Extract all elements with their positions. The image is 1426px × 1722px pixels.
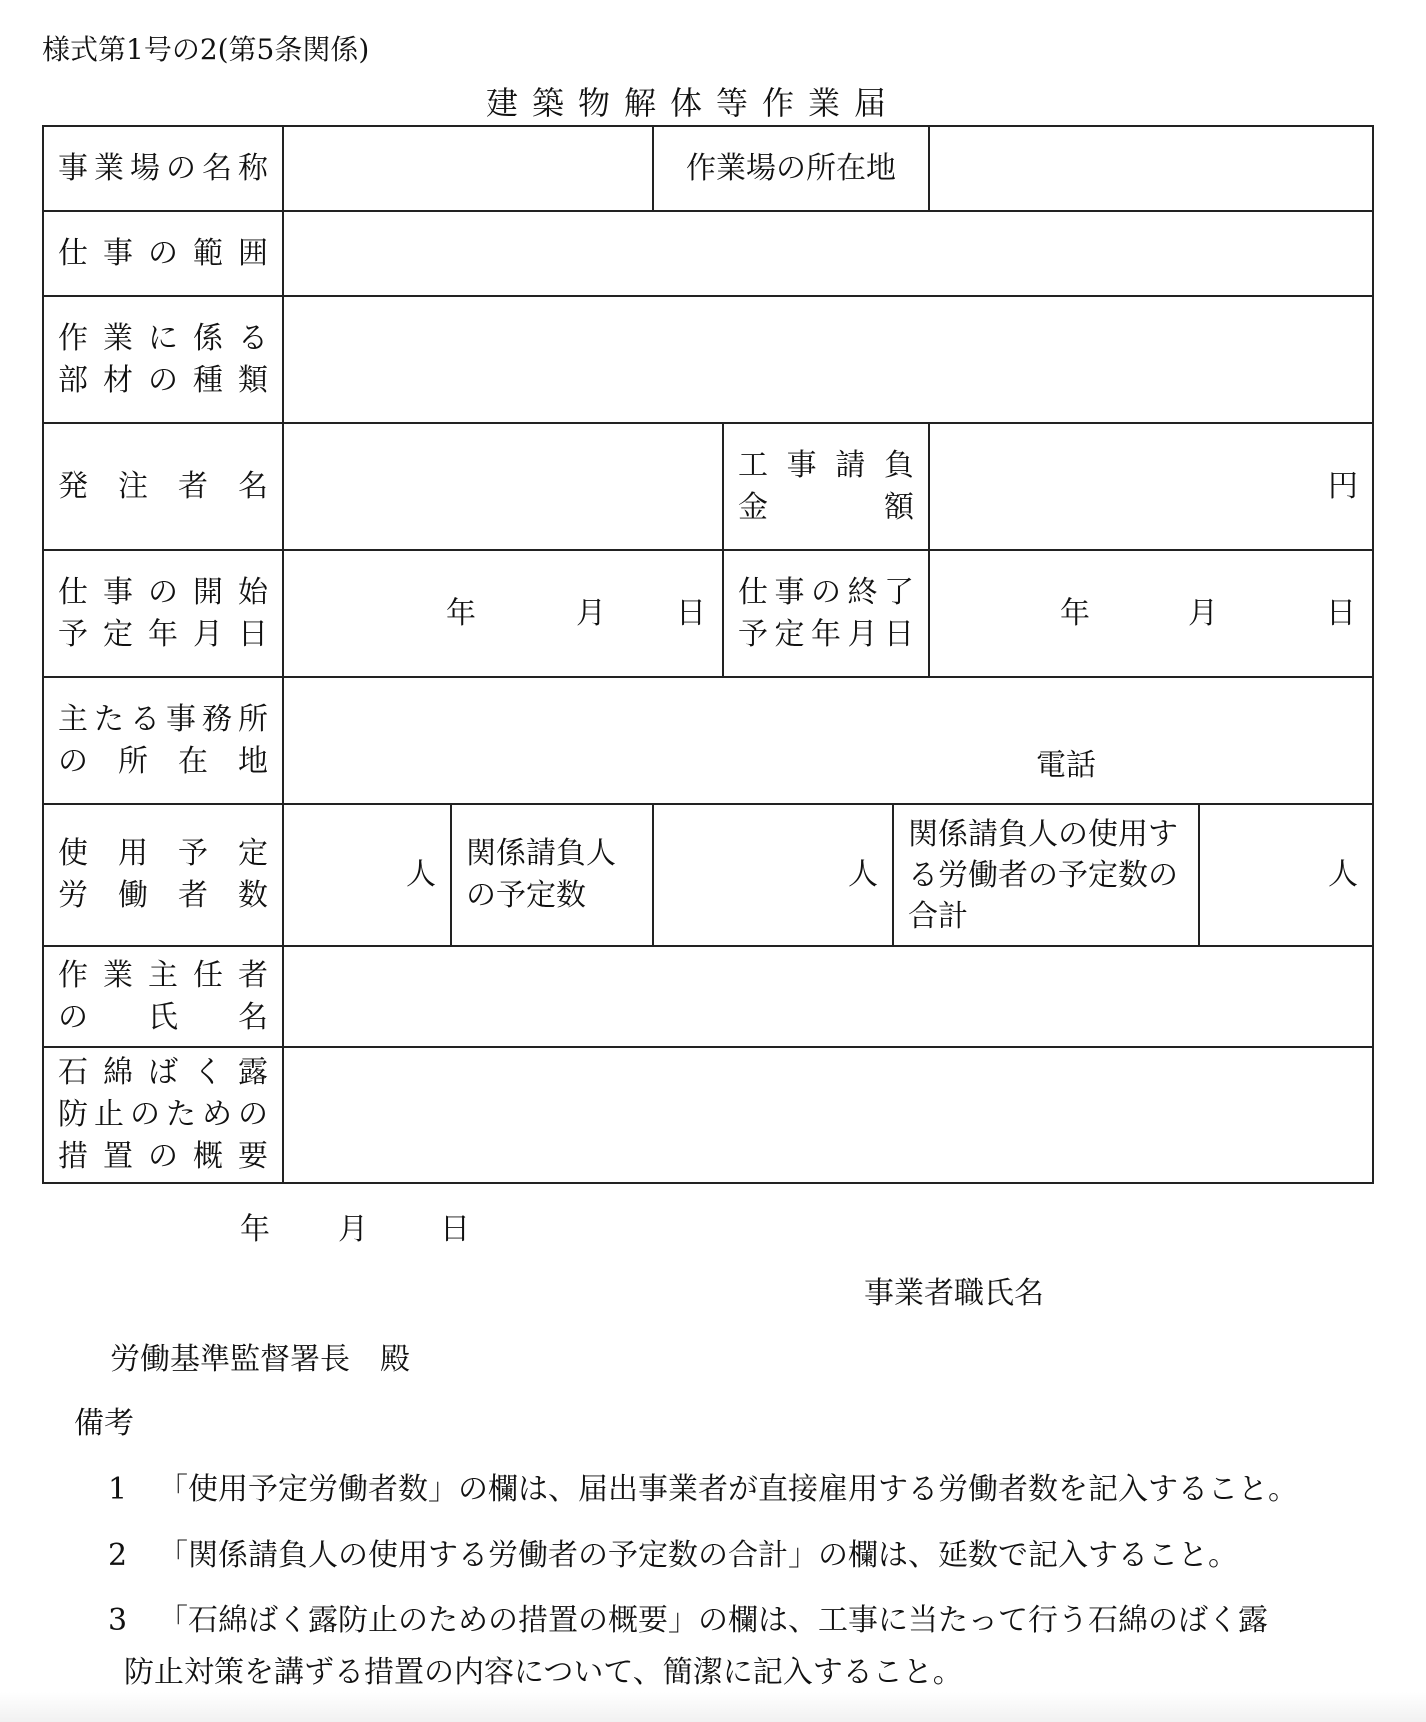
end-date-label: 仕事の終了 予定年月日	[723, 550, 929, 677]
row-scope	[43, 211, 1373, 296]
materials-field[interactable]	[283, 296, 1373, 423]
work-scope-label: 仕事の範囲	[43, 211, 283, 296]
page-bottom-edge	[0, 1692, 1426, 1722]
site-location-label: 作業場の所在地	[653, 126, 929, 211]
employer-name-label: 事業者職氏名	[864, 1276, 1044, 1311]
asbestos-measures-field[interactable]	[283, 1047, 1373, 1183]
persons-unit: 人	[848, 857, 878, 892]
site-location-field[interactable]	[929, 126, 1373, 211]
note-item: 3 「石綿ばく露防止のための措置の概要」の欄は、工事に当たって行う石綿のばく露	[108, 1603, 1268, 1638]
orderer-label: 発注者名	[43, 423, 283, 550]
notes-title: 備考	[74, 1406, 134, 1441]
footer-month: 月	[338, 1212, 368, 1247]
row-materials	[43, 296, 1373, 423]
planned-workers-label: 使用予定 労働者数	[43, 804, 283, 946]
row-office	[43, 677, 1373, 804]
phone-label: 電話	[1036, 748, 1097, 783]
contract-amount-field[interactable]	[929, 423, 1373, 550]
footer-day: 日	[440, 1212, 470, 1247]
end-day: 日	[1326, 595, 1357, 631]
row-dates	[43, 550, 1373, 677]
site-name-label: 事業場の名称	[43, 126, 283, 211]
site-name-field[interactable]	[283, 126, 653, 211]
end-year: 年	[1060, 595, 1091, 631]
end-month: 月	[1188, 595, 1219, 631]
contract-amount-label: 工事請負 金額	[723, 423, 929, 550]
materials-label: 作業に係る 部材の種類	[43, 296, 283, 423]
start-date-label: 仕事の開始 予定年月日	[43, 550, 283, 677]
start-day: 日	[676, 595, 706, 631]
footer-year: 年	[240, 1212, 270, 1247]
work-chief-field[interactable]	[283, 946, 1373, 1047]
notification-form-table	[42, 125, 1374, 1184]
office-location-label: 主たる事務所 の所在地	[43, 677, 283, 804]
asbestos-measures-label: 石綿ばく露 防止のための 措置の概要	[43, 1047, 283, 1183]
document-title: 建築物解体等作業届	[486, 84, 901, 122]
work-scope-field[interactable]	[283, 211, 1373, 296]
office-location-field[interactable]	[283, 677, 1373, 804]
row-asbestos	[43, 1047, 1373, 1183]
end-date-field[interactable]	[929, 550, 1373, 677]
subcontractor-count-label: 関係請負人の予定数	[451, 804, 653, 946]
addressee: 労働基準監督署長 殿	[110, 1342, 410, 1377]
row-workers	[43, 804, 1373, 946]
subcontractor-workers-field[interactable]	[1199, 804, 1373, 946]
subcontractor-workers-label: 関係請負人の使用する労働者の予定数の合計	[893, 804, 1199, 946]
row-chief	[43, 946, 1373, 1047]
subcontractor-count-field[interactable]	[653, 804, 893, 946]
note-item-continuation: 防止対策を講ずる措置の内容について、簡潔に記入すること。	[124, 1655, 963, 1690]
orderer-field[interactable]	[283, 423, 723, 550]
work-chief-label: 作業主任者 の氏名	[43, 946, 283, 1047]
yen-unit: 円	[1328, 468, 1359, 504]
persons-unit: 人	[1328, 857, 1359, 892]
planned-workers-field[interactable]	[283, 804, 451, 946]
row-orderer	[43, 423, 1373, 550]
start-month: 月	[576, 595, 606, 631]
persons-unit: 人	[406, 857, 436, 892]
start-date-field[interactable]	[283, 550, 723, 677]
start-year: 年	[446, 595, 476, 631]
note-item: 1 「使用予定労働者数」の欄は、届出事業者が直接雇用する労働者数を記入すること。	[108, 1472, 1298, 1507]
form-number: 様式第1号の2(第5条関係)	[42, 33, 370, 66]
note-item: 2 「関係請負人の使用する労働者の予定数の合計」の欄は、延数で記入すること。	[108, 1538, 1238, 1573]
row-site	[43, 126, 1373, 211]
